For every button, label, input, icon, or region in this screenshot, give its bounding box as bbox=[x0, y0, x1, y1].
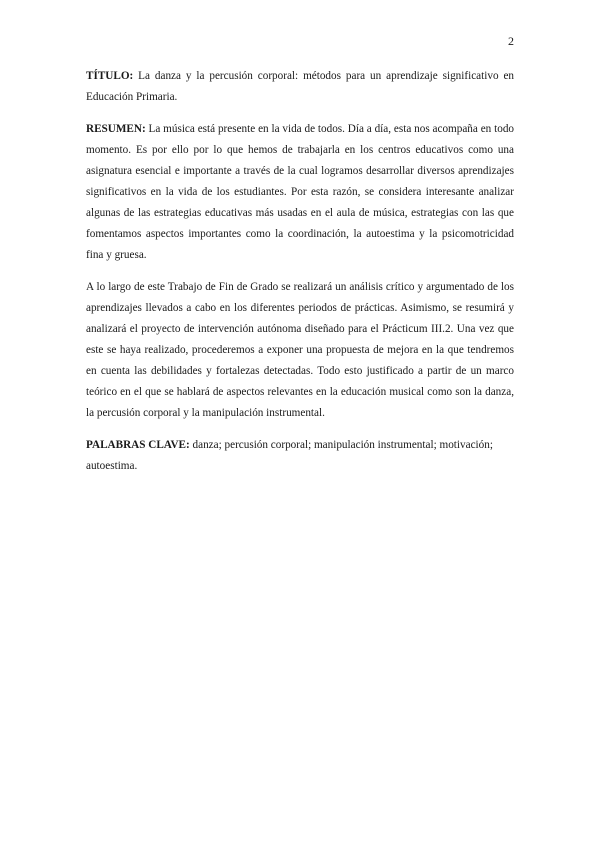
document-body bbox=[86, 66, 514, 488]
title-text: La danza y la percusión corporal: métodos para un aprendizaje significativo en Educación Primaria. bbox=[86, 70, 515, 103]
keywords-label: PALABRAS CLAVE: bbox=[86, 439, 190, 451]
summary-label: RESUMEN: bbox=[86, 123, 146, 135]
keywords-paragraph bbox=[86, 435, 514, 477]
summary-paragraph bbox=[86, 119, 514, 266]
keywords-text: danza; percusión corporal; manipulación instrumental; motivación; autoestima. bbox=[86, 439, 493, 472]
body-paragraph: A lo largo de este Trabajo de Fin de Grado se realizará un análisis crítico y argumentado de los aprendizajes llevados a cabo en los diferentes periodos de prácticas. Asimismo, se resumirá y analizará el proyecto de intervención autónoma diseñado para el Prácticum III.2. Una vez que este se haya realizado, procederemos a exponer una propuesta de mejora en la que tendremos en cuenta las debilidades y fortalezas detectadas. Todo esto justificado a partir de un marco teórico en el que se hablará de aspectos relevantes en la educación musical como son la danza, la percusión corporal y la manipulación instrumental. bbox=[86, 281, 514, 419]
title-label: TÍTULO: bbox=[86, 70, 134, 82]
page-number: 2 bbox=[508, 34, 514, 48]
summary-text: La música está presente en la vida de todos. Día a día, esta nos acompaña en todo momento. Es por ello por lo que hemos de trabajarla en los centros educativos como una asignatura esencial e importante a través de la cual logramos desarrollar diversos aprendizajes significativos en la vida de los estudiantes. Por esta razón, se considera interesante analizar algunas de las estrategias educativas más usadas en el aula de música, estrategias con las que fomentamos aspectos importantes como la coordinación, la autoestima y la psicomotricidad fina y gruesa. bbox=[86, 123, 515, 261]
title-paragraph bbox=[86, 66, 514, 108]
